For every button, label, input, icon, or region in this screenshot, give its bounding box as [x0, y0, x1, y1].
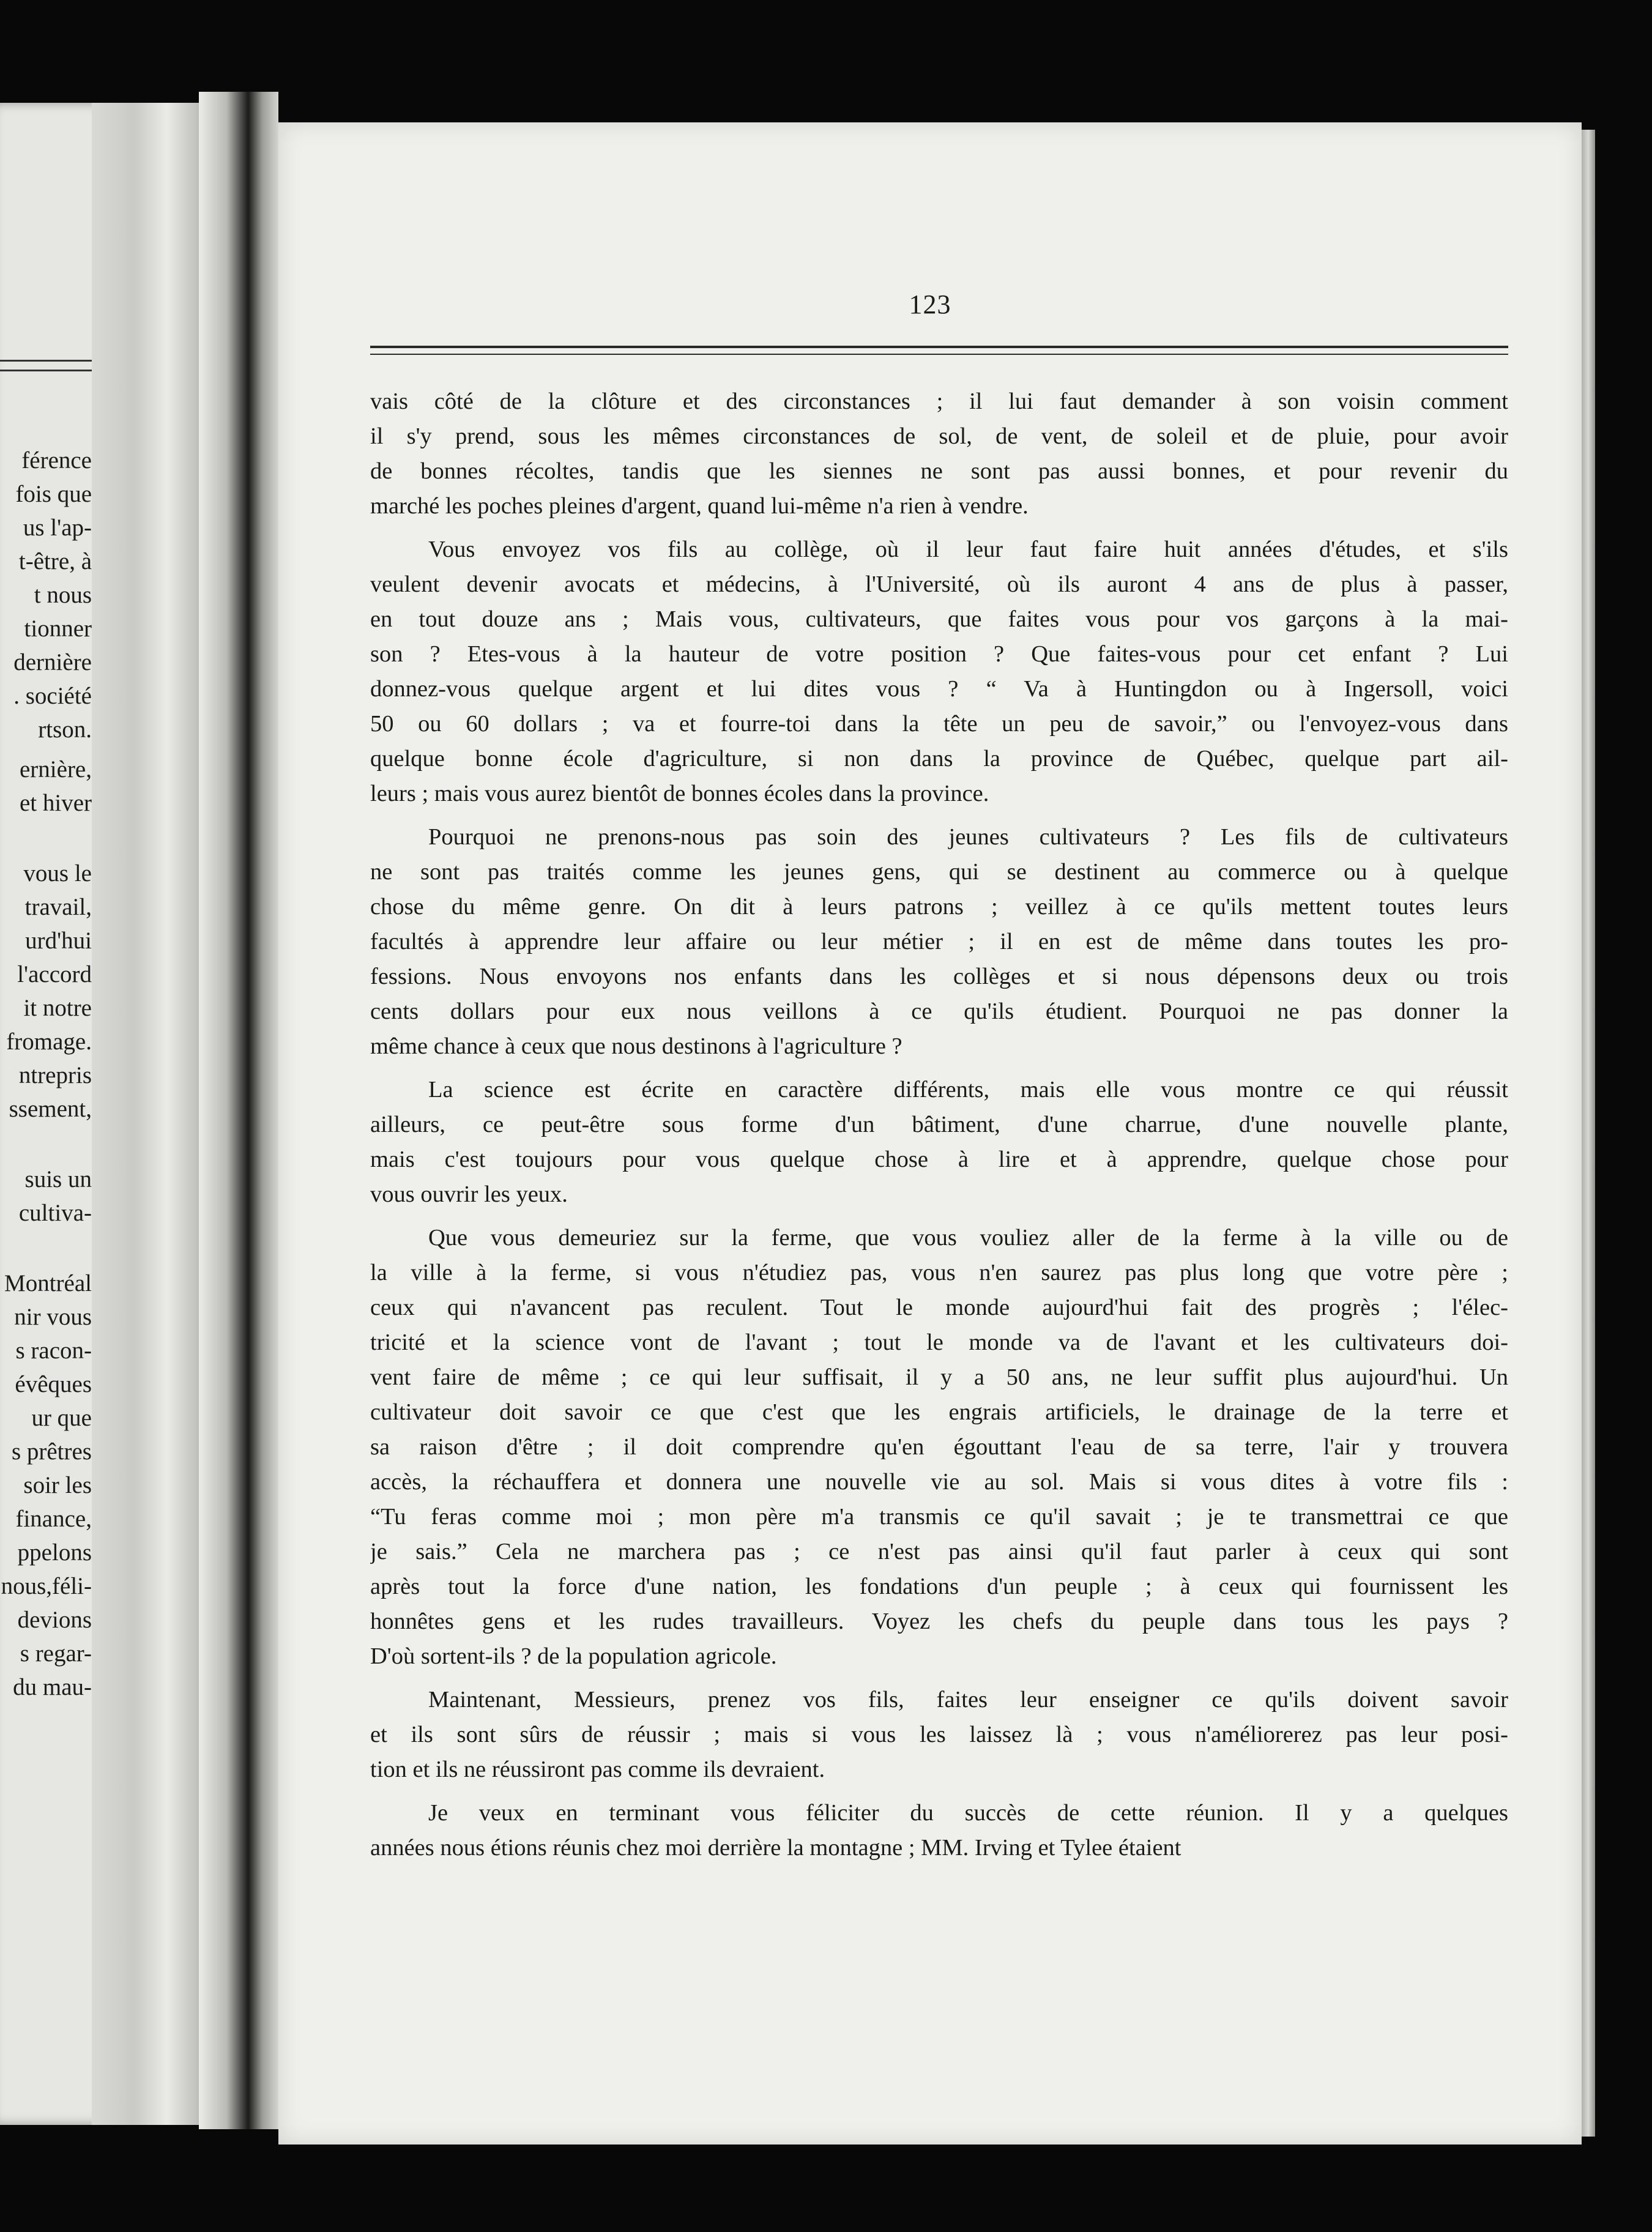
- facing-page-line: cultiva-: [18, 1200, 92, 1226]
- text-line: Vous envoyez vos fils au collège, où il leur faut faire huit années d'études, et s'ils: [428, 537, 1508, 562]
- facing-page-line: tionner: [24, 616, 92, 642]
- facing-page-line: t-être, à: [18, 548, 92, 575]
- facing-page-line: ernière,: [20, 756, 92, 783]
- text-line: chose du même genre. On dit à leurs patrons ; veillez à ce qu'ils mettent toutes leurs: [370, 894, 1508, 920]
- text-line: en tout douze ans ; Mais vous, cultivateurs, que faites vous pour vos garçons à la mai-: [370, 606, 1508, 632]
- facing-page-line: travail,: [24, 894, 92, 920]
- text-line: “Tu feras comme moi ; mon père m'a transmis ce qu'il savait ; je te transmettrai ce que: [370, 1504, 1508, 1530]
- text-line: Je veux en terminant vous féliciter du succès de cette réunion. Il y a quelques: [428, 1800, 1508, 1826]
- text-line: après tout la force d'une nation, les fondations d'un peuple ; à ceux qui fournissent les: [370, 1574, 1508, 1599]
- page-stack-edge: [92, 103, 199, 2125]
- text-line: Que vous demeuriez sur la ferme, que vous vouliez aller de la ferme à la ville ou de: [428, 1225, 1508, 1251]
- text-line: et ils sont sûrs de réussir ; mais si vous les laissez là ; vous n'améliorerez pas leur posi-: [370, 1722, 1508, 1747]
- facing-page-line: ur que: [31, 1405, 92, 1431]
- facing-page-line: dernière: [13, 649, 92, 675]
- facing-page-line: fois que: [15, 481, 92, 507]
- facing-page-line: nous,féli-: [1, 1573, 92, 1599]
- text-line: il s'y prend, sous les mêmes circonstances de sol, de vent, de soleil et de pluie, pour avoir: [370, 423, 1508, 449]
- facing-page-line: finance,: [15, 1506, 92, 1532]
- facing-page-line: us l'ap-: [23, 515, 92, 541]
- facing-page-line: devions: [17, 1607, 92, 1633]
- text-line: cents dollars pour eux nous veillons à ce qu'ils étudient. Pourquoi ne pas donner la: [370, 999, 1508, 1024]
- text-line: je sais.” Cela ne marchera pas ; ce n'est pas ainsi qu'il faut parler à ceux qui sont: [370, 1539, 1508, 1564]
- text-line: facultés à apprendre leur affaire ou leur métier ; il en est de même dans toutes les pro-: [370, 929, 1508, 954]
- text-line: mais c'est toujours pour vous quelque chose à lire et à apprendre, quelque chose pour: [370, 1147, 1508, 1172]
- facing-page-line: férence: [21, 447, 92, 474]
- facing-page-line: et hiver: [19, 790, 92, 816]
- facing-page-line: ppelons: [17, 1539, 92, 1566]
- text-line: La science est écrite en caractère différents, mais elle vous montre ce qui réussit: [428, 1077, 1508, 1103]
- text-line: accès, la réchauffera et donnera une nouvelle vie au sol. Mais si vous dites à votre fils :: [370, 1469, 1508, 1495]
- facing-page-line: s racon-: [15, 1337, 92, 1364]
- text-line: vous ouvrir les yeux.: [370, 1181, 568, 1207]
- text-line: années nous étions réunis chez moi derrière la montagne ; MM. Irving et Tylee étaient: [370, 1835, 1181, 1861]
- facing-page-line: vous le: [23, 860, 92, 887]
- text-line: fessions. Nous envoyons nos enfants dans les collèges et si nous dépensons deux ou trois: [370, 964, 1508, 989]
- text-line: Maintenant, Messieurs, prenez vos fils, faites leur enseigner ce qu'ils doivent savoir: [428, 1687, 1508, 1713]
- facing-page-line: rtson.: [38, 716, 92, 743]
- body-text: [370, 384, 1508, 1866]
- text-line: vais côté de la clôture et des circonstances ; il lui faut demander à son voisin comment: [370, 389, 1508, 414]
- facing-page-line: t nous: [34, 582, 92, 608]
- page-number: 123: [909, 289, 951, 319]
- facing-page-line: fromage.: [6, 1029, 92, 1055]
- text-line: marché les poches pleines d'argent, quand lui-même n'a rien à vendre.: [370, 493, 1029, 519]
- facing-page-line: ntrepris: [18, 1062, 92, 1088]
- text-line: de bonnes récoltes, tandis que les siennes ne sont pas aussi bonnes, et pour revenir du: [370, 458, 1508, 484]
- facing-page-line: évêques: [15, 1371, 92, 1397]
- text-line: tricité et la science vont de l'avant ; tout le monde va de l'avant et les cultivateurs doi-: [370, 1330, 1508, 1355]
- text-line: la ville à la ferme, si vous n'étudiez pas, vous n'en saurez pas plus long que votre père ;: [370, 1260, 1508, 1285]
- text-line: veulent devenir avocats et médecins, à l'Université, où ils auront 4 ans de plus à passer,: [370, 571, 1508, 597]
- text-line: 50 ou 60 dollars ; va et fourre-toi dans la tête un peu de savoir,” ou l'envoyez-vous dans: [370, 711, 1508, 737]
- text-line: D'où sortent-ils ? de la population agricole.: [370, 1643, 777, 1669]
- facing-page-line: Montréal: [4, 1270, 92, 1296]
- text-line: sa raison d'être ; il doit comprendre qu'en égouttant l'eau de sa terre, l'air y trouvera: [370, 1434, 1508, 1460]
- facing-page-line: . société: [13, 683, 92, 709]
- page-edge: [1582, 130, 1595, 2137]
- header-rule: [370, 354, 1508, 355]
- text-line: Pourquoi ne prenons-nous pas soin des jeunes cultivateurs ? Les fils de cultivateurs: [428, 824, 1508, 850]
- book-spine: [199, 92, 278, 2129]
- facing-page-line: it notre: [23, 995, 92, 1021]
- facing-page-line: ssement,: [9, 1096, 92, 1122]
- text-line: cultivateur doit savoir ce que c'est que les engrais artificiels, le drainage de la terre et: [370, 1399, 1508, 1425]
- facing-page-line: du mau-: [13, 1674, 92, 1700]
- text-line: quelque bonne école d'agriculture, si non dans la province de Québec, quelque part ail-: [370, 746, 1508, 772]
- text-line: vent faire de même ; ce qui leur suffisait, il y a 50 ans, ne leur suffit plus aujourd'hui. Un: [370, 1364, 1508, 1390]
- header-rule: [370, 346, 1508, 348]
- facing-page-line: urd'hui: [25, 928, 92, 954]
- facing-page-text: [0, 103, 92, 2125]
- text-line: ceux qui n'avancent pas reculent. Tout le monde aujourd'hui fait des progrès ; l'élec-: [370, 1295, 1508, 1320]
- text-line: donnez-vous quelque argent et lui dites vous ? “ Va à Huntingdon ou à Ingersoll, voici: [370, 676, 1508, 702]
- text-line: honnêtes gens et les rudes travailleurs. Voyez les chefs du peuple dans tous les pays ?: [370, 1609, 1508, 1634]
- text-line: ne sont pas traités comme les jeunes gens, qui se destinent au commerce ou à quelque: [370, 859, 1508, 885]
- text-line: son ? Etes-vous à la hauteur de votre position ? Que faites-vous pour cet enfant ? Lui: [370, 641, 1508, 667]
- facing-page: [0, 103, 199, 2125]
- text-line: même chance à ceux que nous destinons à l'agriculture ?: [370, 1033, 902, 1059]
- facing-page-line: s prêtres: [11, 1438, 92, 1465]
- book-page: [278, 122, 1582, 2145]
- text-line: leurs ; mais vous aurez bientôt de bonnes écoles dans la province.: [370, 781, 989, 806]
- facing-page-line: suis un: [24, 1166, 92, 1192]
- facing-page-line: l'accord: [17, 961, 92, 988]
- text-line: ailleurs, ce peut-être sous forme d'un bâtiment, d'une charrue, d'une nouvelle plante,: [370, 1112, 1508, 1137]
- facing-page-line: soir les: [23, 1472, 92, 1498]
- facing-page-line: s regar-: [20, 1640, 92, 1667]
- facing-page-line: nir vous: [14, 1304, 92, 1330]
- text-line: tion et ils ne réussiront pas comme ils devraient.: [370, 1757, 825, 1782]
